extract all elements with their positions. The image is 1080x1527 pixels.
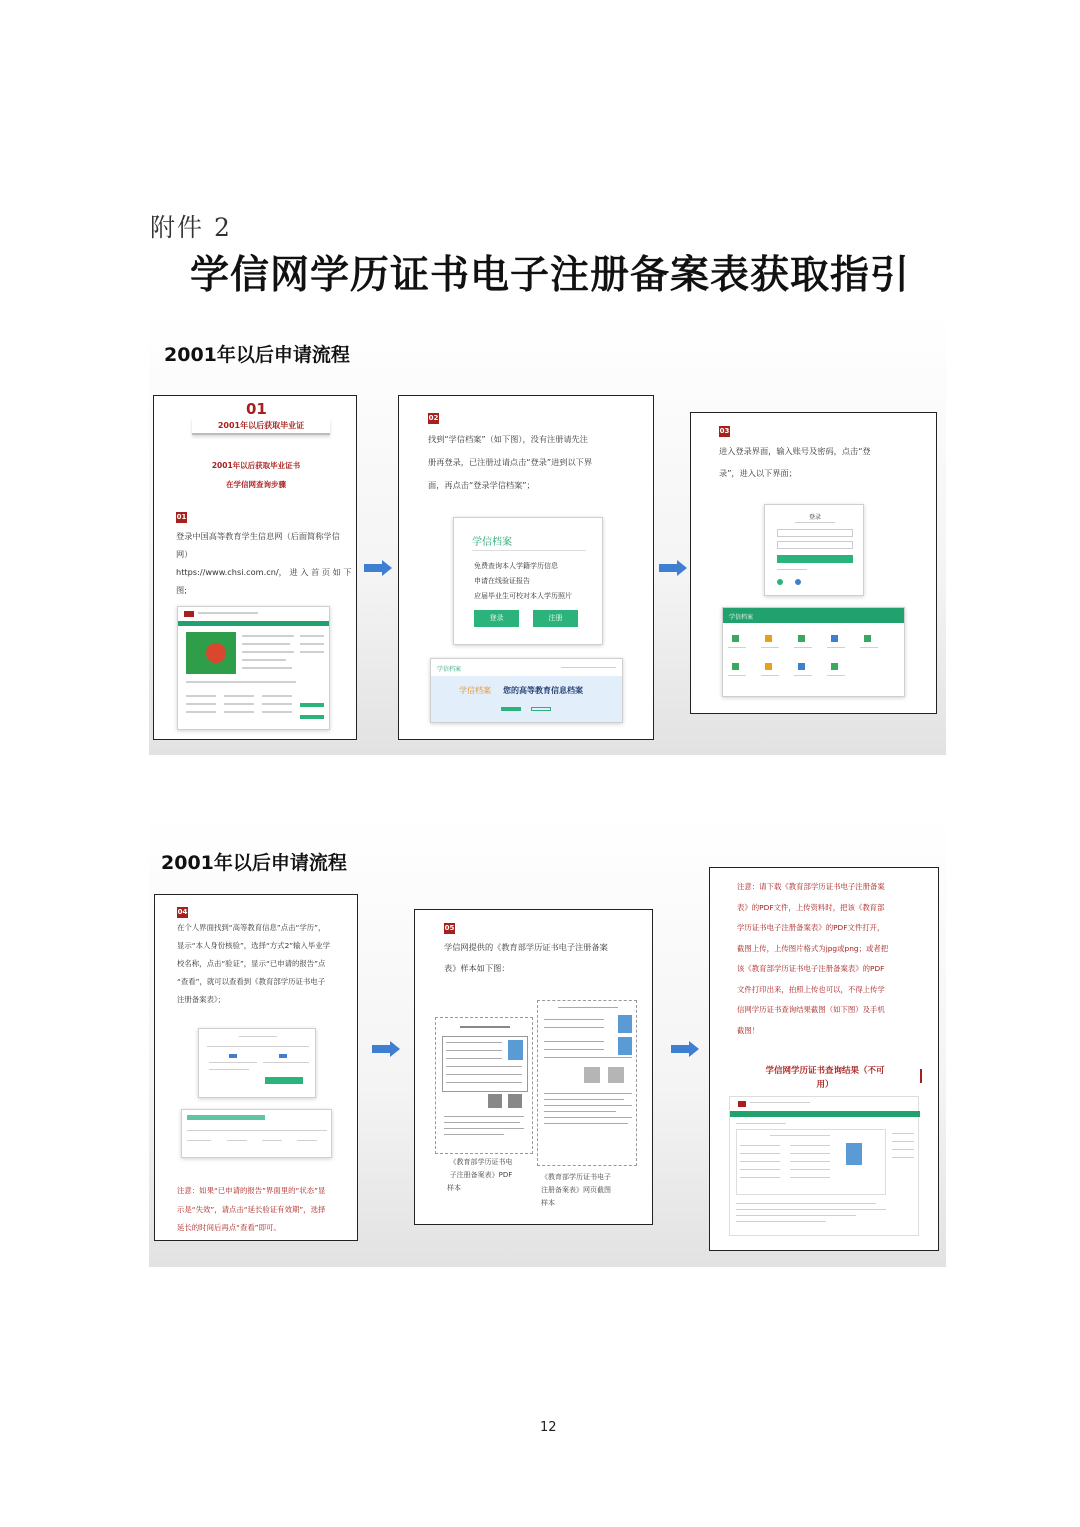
step3-text-2: 录”，进入以下界面；	[719, 468, 797, 478]
xuexin-archive-banner	[430, 658, 623, 723]
step4-note-1: 注意：如果“已申请的报告”界面里的“状态”显	[177, 1186, 326, 1195]
photo-placeholder	[508, 1040, 523, 1060]
login-screenshot	[764, 504, 864, 596]
dashboard-icon	[831, 663, 838, 670]
step2-text-1: 找到“学信档案”（如下图），没有注册请先注	[428, 434, 588, 444]
process-panel-2	[149, 815, 946, 1267]
pdf-caption-line-1: 《教育部学历证书电	[449, 1158, 513, 1166]
step4-card	[154, 894, 358, 1241]
step2-number: 02	[428, 414, 439, 422]
step1-subtitle-2: 在学信网查询步骤	[226, 480, 286, 489]
result-title-line-1: 学信网学历证书查询结果（不可	[765, 1066, 885, 1076]
login-title: 登录	[808, 514, 821, 521]
step5-card	[414, 909, 653, 1225]
chsi-logo-icon	[738, 1101, 746, 1107]
step6-note-6: 文件打印出来，拍照上传也可以，不得上传学	[737, 985, 885, 994]
step4-note-3: 延长的时间后再点“查看”即可。	[177, 1223, 281, 1232]
photo-placeholder	[846, 1143, 862, 1165]
dashboard-icon	[765, 635, 772, 642]
pdf-caption-line-3: 样本	[447, 1184, 461, 1192]
photo-placeholder	[618, 1015, 632, 1033]
pdf-caption-line-2: 子注册备案表》PDF	[449, 1171, 513, 1179]
step1-badge-number: 01	[246, 400, 267, 418]
verify-button[interactable]	[265, 1077, 303, 1084]
page-number: 12	[540, 1420, 557, 1435]
web-sample-caption	[541, 1171, 641, 1210]
banner-text-2: 您的高等教育信息档案	[503, 686, 583, 695]
web-caption-line-1: 《教育部学历证书电子	[541, 1173, 611, 1181]
step1-card	[153, 395, 357, 740]
query-result-title	[730, 1064, 920, 1092]
pdf-sample-caption	[431, 1156, 531, 1195]
step4-note-2: 示是“失效”，请点击“延长验证有效期”，选择	[177, 1205, 326, 1214]
result-title-line-2: 用）	[816, 1080, 834, 1090]
document-title: 学信网学历证书电子注册备案表获取指引	[190, 252, 911, 298]
photo-placeholder	[618, 1037, 632, 1055]
dashboard-icon	[732, 663, 739, 670]
step4-text-1: 在个人界面找到“高等教育信息”点击“学历”，	[177, 923, 326, 932]
step3-number: 03	[719, 427, 730, 435]
step6-note-3: 学历证书电子注册备案表》的PDF文件打开，	[737, 923, 885, 932]
archive-card-line-1: 免费查询本人学籍学历信息	[474, 562, 558, 570]
arrow-right-icon	[671, 1041, 699, 1057]
identity-verify-screenshot	[198, 1028, 316, 1098]
qr-code-icon	[508, 1094, 522, 1108]
archive-login-button[interactable]: 登录	[474, 610, 519, 627]
step6-card	[709, 867, 939, 1251]
dashboard-icon	[798, 635, 805, 642]
step4-text-2: 显示“本人身份核验”，选择“方式2”输入毕业学	[177, 941, 331, 950]
xuexin-archive-card	[453, 517, 603, 645]
panel-heading: 2001年以后申请流程	[164, 344, 350, 366]
step1-number: 01	[176, 513, 187, 521]
chsi-logo-icon	[184, 611, 194, 617]
step1-subtitle-1: 2001年以后获取毕业证书	[211, 461, 301, 470]
step6-note-2: 表》的PDF文件，上传资料时，把该《教育部	[737, 903, 885, 912]
step1-text-4: 图;	[176, 585, 187, 595]
login-submit-button[interactable]	[777, 555, 853, 563]
step5-text-2: 表》样本如下图：	[444, 963, 510, 973]
dashboard-icon	[864, 635, 871, 642]
web-sample-image	[537, 1000, 637, 1166]
process-panel-1	[149, 310, 946, 755]
arrow-right-icon	[372, 1041, 400, 1057]
panel-heading: 2001年以后申请流程	[161, 852, 347, 874]
chsi-homepage-screenshot	[177, 606, 330, 730]
step1-text-3: https://www.chsi.com.cn/， 进 入 首 页 如 下	[176, 567, 352, 577]
qr-code-icon	[584, 1067, 600, 1083]
banner-text-1: 学信档案	[459, 686, 491, 695]
dashboard-icon	[798, 663, 805, 670]
archive-register-button[interactable]: 注册	[533, 610, 578, 627]
step6-note-5: 该《教育部学历证书电子注册备案表》的PDF	[737, 964, 885, 973]
web-caption-line-3: 样本	[541, 1199, 555, 1207]
attachment-label: 附件 2	[150, 213, 232, 242]
qr-code-icon	[608, 1067, 624, 1083]
query-result-screenshot	[729, 1096, 919, 1236]
web-caption-line-2: 注册备案表》网页截图	[541, 1186, 611, 1194]
step3-card	[690, 412, 937, 714]
banner-logo: 学信档案	[437, 666, 462, 673]
step2-text-3: 面，再点击“登录学信档案”；	[428, 480, 535, 490]
step5-number: 05	[444, 924, 455, 932]
step1-text-1: 登录中国高等教育学生信息网（后面简称学信	[176, 531, 340, 541]
qr-code-icon	[488, 1094, 502, 1108]
pdf-sample-image	[435, 1017, 533, 1154]
step6-note-8: 截图！	[737, 1026, 760, 1035]
step6-note-1: 注意：请下载《教育部学历证书电子注册备案	[737, 882, 885, 891]
step4-text-5: 注册备案表》；	[177, 995, 226, 1004]
step2-text-2: 册再登录，已注册过请点击“登录”进到以下界	[428, 457, 593, 467]
archive-card-title: 学信档案	[472, 537, 512, 548]
applied-reports-screenshot	[181, 1109, 332, 1158]
step1-text-2: 网）	[176, 549, 193, 559]
archive-card-line-2: 申请在线验证报告	[474, 577, 530, 585]
dashboard-icon	[732, 635, 739, 642]
step4-text-3: 校名称，点击“验证”，显示“已申请的报告”点	[177, 959, 326, 968]
step6-note-4: 截图上传，上传图片格式为jpg或png；或者把	[737, 944, 889, 953]
dashboard-icon	[831, 635, 838, 642]
step6-note-7: 信网学历证书查询结果截图（如下图）及手机	[737, 1005, 885, 1014]
step3-text-1: 进入登录界面，输入账号及密码，点击“登	[719, 446, 871, 456]
dashboard-logo: 学信档案	[729, 614, 754, 621]
arrow-right-icon	[364, 560, 392, 576]
step1-badge-label: 2001年以后获取毕业证	[192, 418, 330, 435]
dashboard-icon	[765, 663, 772, 670]
step4-number: 04	[177, 908, 188, 916]
step4-text-4: “查看”，就可以查看到《教育部学历证书电子	[177, 977, 326, 986]
archive-card-line-3: 应届毕业生可校对本人学历照片	[474, 592, 572, 600]
archive-dashboard-screenshot	[722, 607, 905, 697]
arrow-right-icon	[659, 560, 687, 576]
step5-text-1: 学信网提供的《教育部学历证书电子注册备案	[444, 942, 608, 952]
step2-card	[398, 395, 654, 740]
